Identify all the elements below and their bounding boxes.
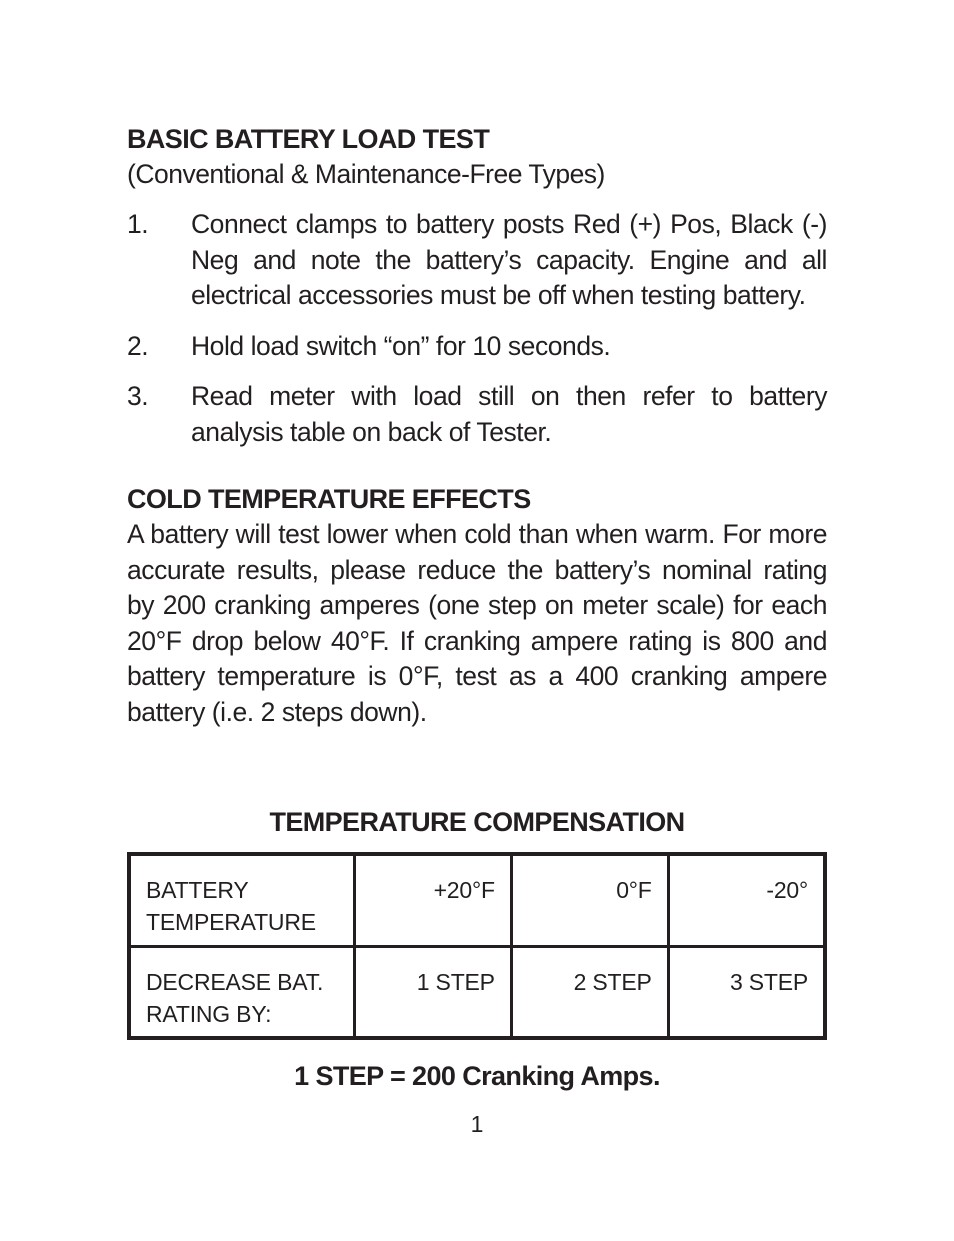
load-test-heading: BASIC BATTERY LOAD TEST [127,124,490,154]
load-test-subheading: (Conventional & Maintenance-Free Types) [127,159,605,189]
cold-temperature-paragraph: A battery will test lower when cold than when warm. For more accurate results, please reduce the battery’s nominal rating by 200 cranking amperes (one step on meter scale) for each 20°F drop below 40°F. If cranking ampere rating is 800 and battery temperature is 0°F, test as a 400 cranking ampere battery (i.e. 2 steps down). [127,519,827,727]
table-cell: 0°F [511,854,668,946]
table-footnote: 1 STEP = 200 Cranking Amps. [294,1061,660,1091]
row-label-line: RATING BY: [146,1000,272,1027]
load-test-section [127,122,827,450]
table-cell: -20° [668,854,825,946]
temperature-compensation-table [127,852,827,1040]
step-item [127,207,827,314]
step-text: Hold load switch “on” for 10 seconds. [191,330,611,361]
step-number: 1. [127,209,149,239]
table-title: TEMPERATURE COMPENSATION [269,807,685,837]
step-number: 2. [127,330,149,361]
row-label-cell [129,946,355,1038]
page-number: 1 [470,1111,484,1137]
step-text: Read meter with load still on then refer to battery analysis table on back of Tester. [191,381,827,447]
step-item [127,379,827,450]
row-label-line: DECREASE BAT. [146,968,324,995]
row-label-line: TEMPERATURE [146,909,316,935]
table-row [129,854,825,946]
cold-temperature-heading: COLD TEMPERATURE EFFECTS [127,484,531,514]
step-item [127,329,827,365]
table-cell: +20°F [355,854,512,946]
cold-temperature-section [127,482,827,730]
step-text: Connect clamps to battery posts Red (+) Pos, Black (-) Neg and note the battery’s capacity. Engine and all electrical accessories must be off when testing battery. [191,209,827,310]
table-row [129,946,825,1038]
row-label-line: BATTERY [146,877,249,903]
table-cell: 2 STEP [511,946,668,1038]
load-test-steps [127,207,827,450]
instructions-page [127,122,827,730]
row-label-cell [129,854,355,946]
table-cell: 1 STEP [355,946,512,1038]
step-number: 3. [127,381,149,411]
table-cell: 3 STEP [668,946,825,1038]
